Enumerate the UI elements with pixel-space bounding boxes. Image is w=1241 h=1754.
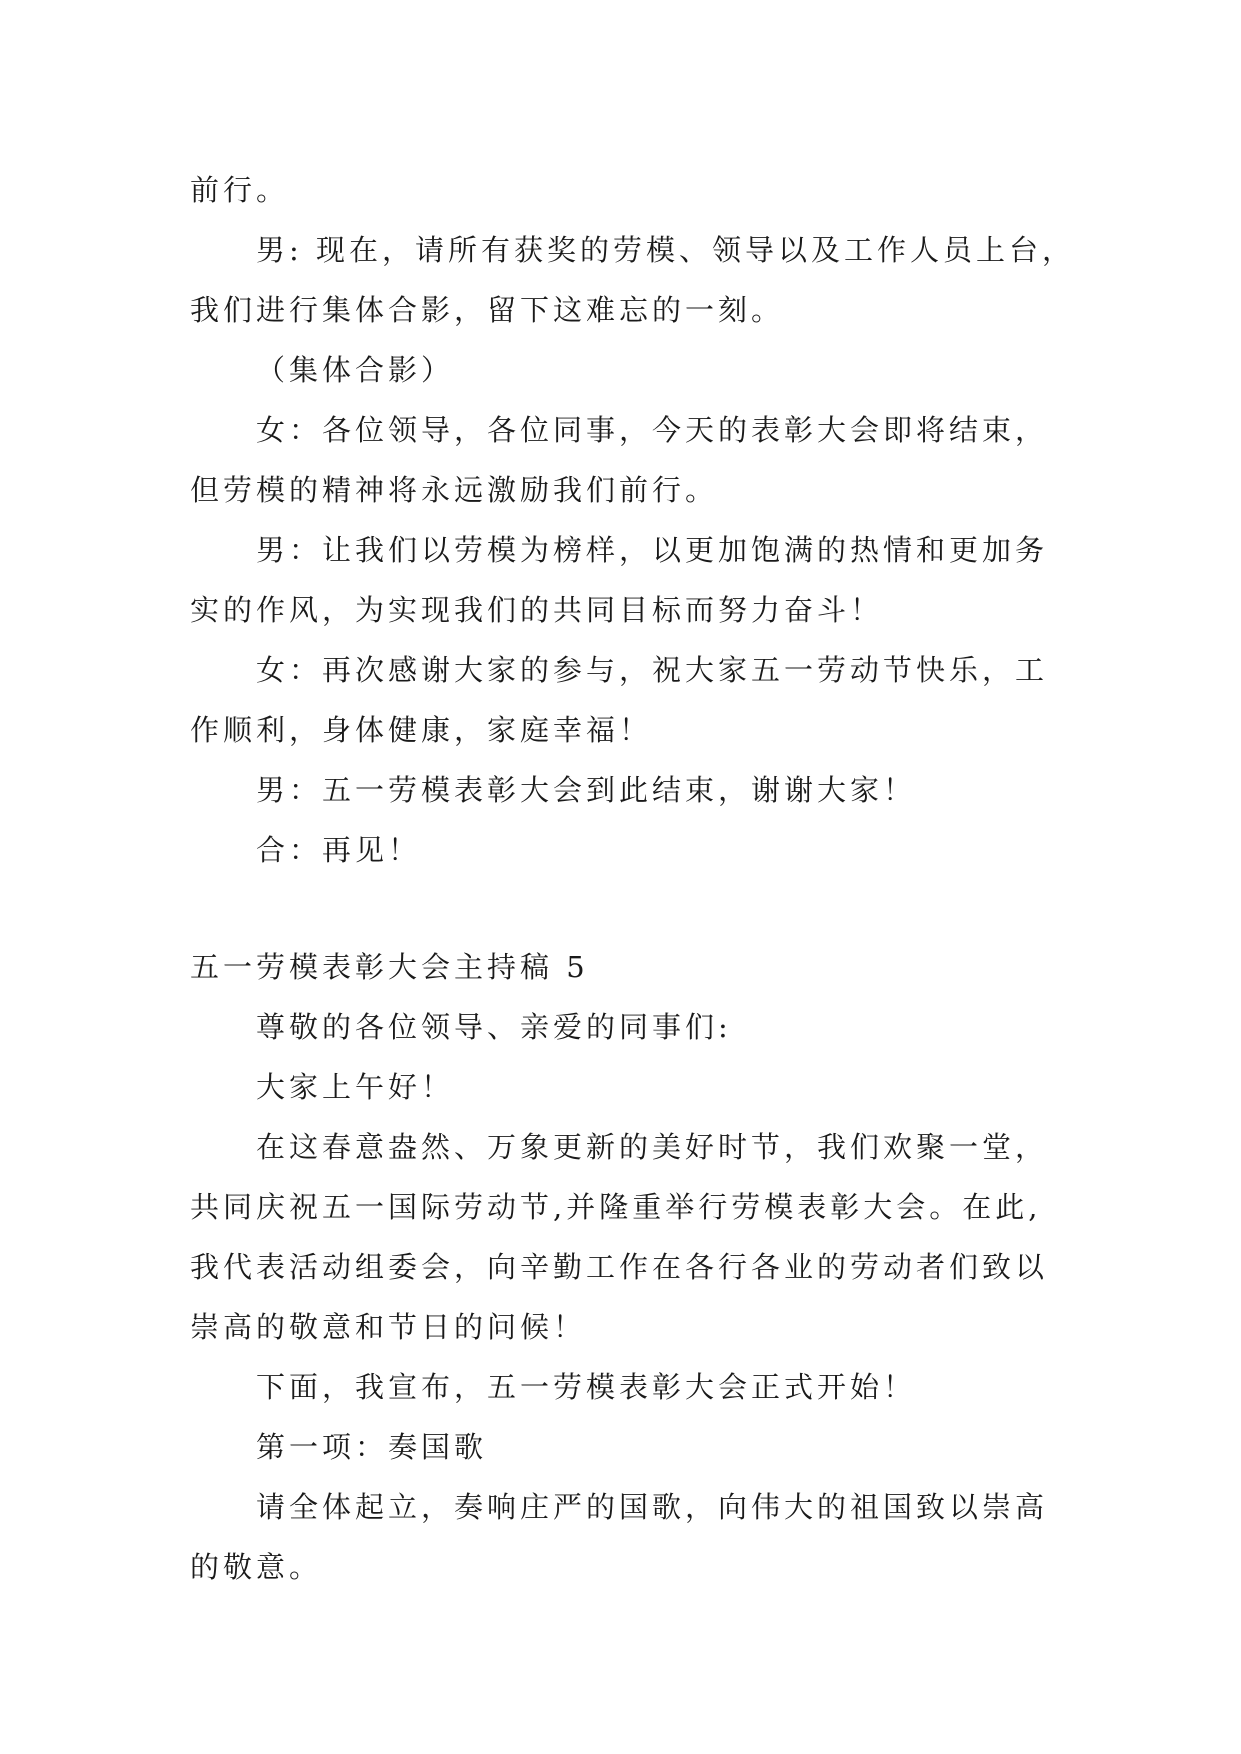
paragraph-line: 下面，我宣布，五一劳模表彰大会正式开始！ xyxy=(256,1370,917,1404)
paragraph-line: 前行。 xyxy=(190,173,290,207)
section-gap xyxy=(190,880,1070,937)
paragraph-line: 男: 现在，请所有获奖的劳模、领导以及工作人员上台， xyxy=(256,233,1075,267)
paragraph-line: 实的作风，为实现我们的共同目标而努力奋斗！ xyxy=(190,593,884,627)
paragraph-line: 大家上午好！ xyxy=(256,1070,455,1104)
paragraph-line: 作顺利，身体健康，家庭幸福！ xyxy=(190,713,653,747)
paragraph-line: 女：再次感谢大家的参与，祝大家五一劳动节快乐，工 xyxy=(256,653,1049,687)
section-title: 五一劳模表彰大会主持稿 5 xyxy=(190,950,589,984)
paragraph-line: 崇高的敬意和节日的问候！ xyxy=(190,1310,587,1344)
paragraph-line: 第一项：奏国歌 xyxy=(256,1430,488,1464)
paragraph-line: 我们进行集体合影，留下这难忘的一刻。 xyxy=(190,293,785,327)
paragraph-line: 共同庆祝五一国际劳动节,并隆重举行劳模表彰大会。在此, xyxy=(190,1190,1042,1224)
paragraph-line: 男：让我们以劳模为榜样，以更加饱满的热情和更加务 xyxy=(256,533,1049,567)
paragraph-line: 但劳模的精神将永远激励我们前行。 xyxy=(190,473,719,507)
document-page xyxy=(190,160,1075,1597)
paragraph-line: 在这春意盎然、万象更新的美好时节，我们欢聚一堂， xyxy=(256,1130,1049,1164)
paragraph-line: 男：五一劳模表彰大会到此结束，谢谢大家！ xyxy=(256,773,917,807)
paragraph-line: 的敬意。 xyxy=(190,1550,323,1584)
paragraph-line: 合：再见！ xyxy=(256,833,422,867)
stage-direction: （集体合影） xyxy=(256,353,455,387)
paragraph-line: 我代表活动组委会，向辛勤工作在各行各业的劳动者们致以 xyxy=(190,1250,1049,1284)
paragraph-line: 请全体起立，奏响庄严的国歌，向伟大的祖国致以崇高 xyxy=(256,1490,1049,1524)
paragraph-line: 女：各位领导，各位同事，今天的表彰大会即将结束， xyxy=(256,413,1049,447)
paragraph-line: 尊敬的各位领导、亲爱的同事们: xyxy=(256,1010,732,1044)
